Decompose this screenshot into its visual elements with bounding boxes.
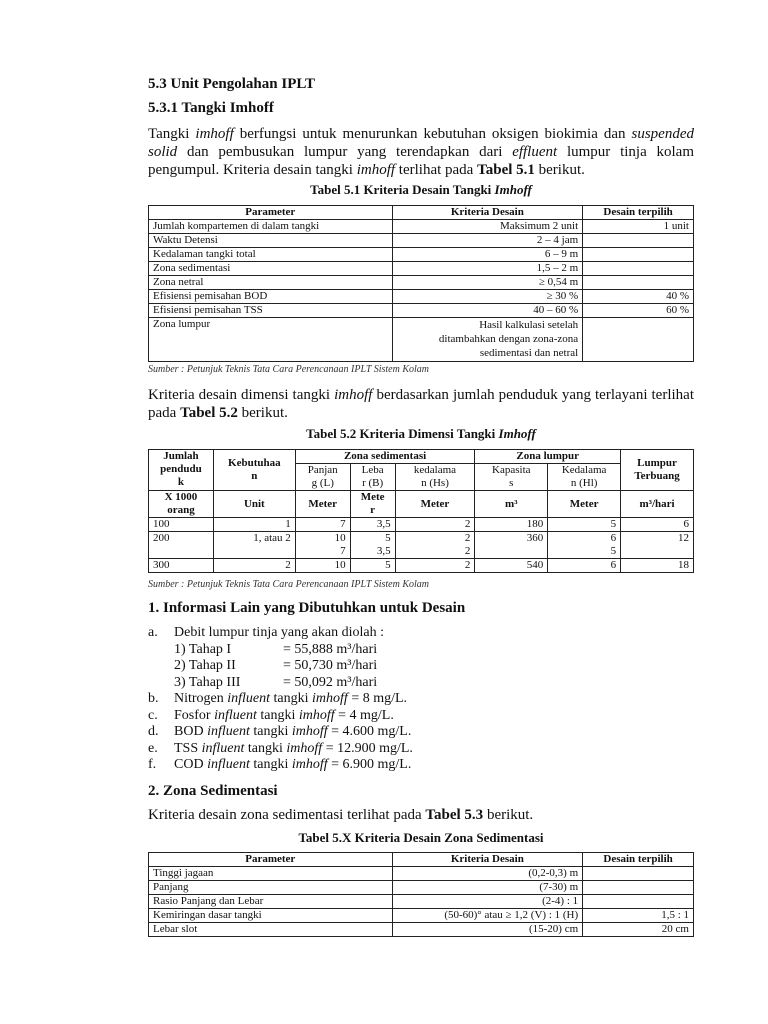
table-cell: 40 % — [583, 290, 694, 304]
table-cell: (2-4) : 1 — [392, 895, 583, 909]
table-cell: ≥ 30 % — [392, 290, 583, 304]
table-cell: Efisiensi pemisahan BOD — [149, 290, 393, 304]
table-header-row — [149, 206, 694, 220]
table-cell: Tinggi jagaan — [149, 867, 393, 881]
table-cell: 10 — [295, 559, 350, 573]
table-row — [149, 881, 694, 895]
table-row — [149, 276, 694, 290]
column-header: Kriteria Desain — [392, 206, 583, 220]
table-row — [149, 290, 694, 304]
table-cell — [583, 867, 694, 881]
table-cell: 60 % — [583, 304, 694, 318]
section-heading-5-3: 5.3 Unit Pengolahan IPLT — [148, 76, 315, 92]
table-cell — [583, 318, 694, 362]
unit-header: m³ — [475, 491, 548, 518]
table-cell: 10 7 — [295, 532, 350, 559]
table-5-1-caption: Tabel 5.1 Kriteria Desain Tangki Imhoff — [310, 182, 532, 197]
table-row — [149, 923, 694, 937]
table-cell: 180 — [475, 518, 548, 532]
table-5-2-caption: Tabel 5.2 Kriteria Dimensi Tangki Imhoff — [306, 426, 536, 441]
table-cell: Jumlah kompartemen di dalam tangki — [149, 220, 393, 234]
table-cell: 6 5 — [548, 532, 621, 559]
table-cell: Kemiringan dasar tangki — [149, 909, 393, 923]
table-cell — [583, 881, 694, 895]
column-header: Desain terpilih — [583, 853, 694, 867]
table-cell: 200 — [149, 532, 214, 559]
unit-header: X 1000 orang — [149, 491, 214, 518]
table-cell: (50-60)° atau ≥ 1,2 (V) : 1 (H) — [392, 909, 583, 923]
column-header: Leba r (B) — [350, 464, 395, 491]
column-header: Kriteria Desain — [392, 853, 583, 867]
table-row — [149, 867, 694, 881]
table-cell: Rasio Panjang dan Lebar — [149, 895, 393, 909]
table-row — [149, 262, 694, 276]
column-header: Parameter — [149, 853, 393, 867]
list-item: a. Debit lumpur tinja yang akan diolah : — [148, 625, 384, 640]
list-item: c. Fosfor influent tangki imhoff = 4 mg/L. — [148, 707, 394, 723]
table-row — [149, 532, 694, 559]
table-cell: Hasil kalkulasi setelah ditambahkan dengan zona-zona sedimentasi dan netral — [392, 318, 583, 362]
paragraph-tangki-imhoff: Tangki imhoff berfungsi untuk menurunkan kebutuhan oksigen biokimia dan suspended solid dan pembusukan lumpur yang terendapkan dari effluent lumpur tinja kolam pengumpul. Kriteria desain tangki imhoff terlihat pada Tabel 5.1 berikut. — [148, 126, 694, 178]
table-row — [149, 318, 694, 362]
unit-header: Mete r — [350, 491, 395, 518]
table-cell: (7-30) m — [392, 881, 583, 895]
paragraph-kriteria-dimensi: Kriteria desain dimensi tangki imhoff berdasarkan jumlah penduduk yang terlayani terlihat pada Tabel 5.2 berikut. — [148, 387, 694, 421]
list-item: b. Nitrogen influent tangki imhoff = 8 mg/L. — [148, 691, 408, 706]
table-cell: 100 — [149, 518, 214, 532]
column-header: Kedalama n (Hl) — [548, 464, 621, 491]
table-row — [149, 304, 694, 318]
table-cell: 6 – 9 m — [392, 248, 583, 262]
table-cell: 2 – 4 jam — [392, 234, 583, 248]
table-cell: (15-20) cm — [392, 923, 583, 937]
column-header: Zona lumpur — [475, 450, 621, 464]
unit-header: Meter — [548, 491, 621, 518]
table-row — [149, 559, 694, 573]
table-cell — [583, 248, 694, 262]
table-cell: 6 — [621, 518, 694, 532]
table-cell: 1,5 – 2 m — [392, 262, 583, 276]
paragraph-zona-sedimentasi: Kriteria desain zona sedimentasi terlihat pada Tabel 5.3 berikut. — [148, 807, 534, 823]
table-cell: 20 cm — [583, 923, 694, 937]
table-cell: Panjang — [149, 881, 393, 895]
table-cell: 6 — [548, 559, 621, 573]
table-5-3 — [148, 852, 694, 937]
table-header-row — [149, 450, 694, 464]
unit-header: Meter — [295, 491, 350, 518]
list-subitem: 1) Tahap I = 55,888 m³/hari — [174, 641, 378, 657]
table-cell: Efisiensi pemisahan TSS — [149, 304, 393, 318]
column-header: Desain terpilih — [583, 206, 694, 220]
unit-header: Meter — [395, 491, 475, 518]
table-cell: 1 — [213, 518, 295, 532]
list-item: f. COD influent tangki imhoff = 6.900 mg/L. — [148, 757, 412, 772]
table-cell: 5 — [548, 518, 621, 532]
table-cell: 2 — [213, 559, 295, 573]
table-cell: 300 — [149, 559, 214, 573]
column-header: Kapasita s — [475, 464, 548, 491]
table-cell: 2 — [395, 518, 475, 532]
table-row — [149, 248, 694, 262]
column-header: Parameter — [149, 206, 393, 220]
table-cell: 3,5 — [350, 518, 395, 532]
table-5-1-source: Sumber : Petunjuk Teknis Tata Cara Perencanaan IPLT Sistem Kolam — [148, 364, 430, 375]
table-5-3-caption: Tabel 5.X Kriteria Desain Zona Sedimentasi — [298, 830, 544, 845]
unit-header: Unit — [213, 491, 295, 518]
table-cell: 7 — [295, 518, 350, 532]
table-cell: 2 — [395, 559, 475, 573]
table-cell: 540 — [475, 559, 548, 573]
table-cell: 360 — [475, 532, 548, 559]
section-heading-zona-sedimentasi: 2. Zona Sedimentasi — [148, 783, 278, 799]
table-cell — [583, 276, 694, 290]
table-cell: 1,5 : 1 — [583, 909, 694, 923]
table-header-row — [149, 853, 694, 867]
table-cell — [583, 234, 694, 248]
list-item: e. TSS influent tangki imhoff = 12.900 mg/L. — [148, 740, 413, 756]
column-header: Lumpur Terbuang — [621, 450, 694, 491]
unit-header: m³/hari — [621, 491, 694, 518]
table-cell: Zona sedimentasi — [149, 262, 393, 276]
column-header: Kebutuhaa n — [213, 450, 295, 491]
table-cell: 12 — [621, 532, 694, 559]
table-cell: 1 unit — [583, 220, 694, 234]
section-heading-informasi: 1. Informasi Lain yang Dibutuhkan untuk Desain — [148, 600, 466, 616]
info-list — [148, 625, 413, 774]
column-header: Panjan g (L) — [295, 464, 350, 491]
column-header: Zona sedimentasi — [295, 450, 475, 464]
table-cell: 5 3,5 — [350, 532, 395, 559]
column-header: kedalama n (Hs) — [395, 464, 475, 491]
list-subitem: 3) Tahap III = 50,092 m³/hari — [174, 674, 378, 690]
table-row — [149, 220, 694, 234]
table-row — [149, 518, 694, 532]
table-cell — [583, 262, 694, 276]
table-cell: Zona netral — [149, 276, 393, 290]
table-units-row — [149, 491, 694, 518]
table-cell: 40 – 60 % — [392, 304, 583, 318]
table-5-2-source: Sumber : Petunjuk Teknis Tata Cara Perencanaan IPLT Sistem Kolam — [148, 579, 430, 590]
table-5-1 — [148, 205, 694, 362]
table-cell: Waktu Detensi — [149, 234, 393, 248]
table-cell: 2 2 — [395, 532, 475, 559]
section-heading-5-3-1: 5.3.1 Tangki Imhoff — [148, 100, 274, 116]
table-cell: Zona lumpur — [149, 318, 393, 362]
table-cell: 18 — [621, 559, 694, 573]
table-cell: 1, atau 2 — [213, 532, 295, 559]
table-cell: Kedalaman tangki total — [149, 248, 393, 262]
table-cell: 5 — [350, 559, 395, 573]
column-header: Jumlah pendudu k — [149, 450, 214, 491]
list-item: d. BOD influent tangki imhoff = 4.600 mg/L. — [148, 724, 412, 739]
table-cell: (0,2-0,3) m — [392, 867, 583, 881]
table-cell: Maksimum 2 unit — [392, 220, 583, 234]
table-cell: ≥ 0,54 m — [392, 276, 583, 290]
table-cell — [583, 895, 694, 909]
table-row — [149, 909, 694, 923]
table-row — [149, 234, 694, 248]
table-row — [149, 895, 694, 909]
table-5-2 — [148, 449, 694, 573]
list-subitem: 2) Tahap II = 50,730 m³/hari — [174, 658, 378, 673]
table-cell: Lebar slot — [149, 923, 393, 937]
